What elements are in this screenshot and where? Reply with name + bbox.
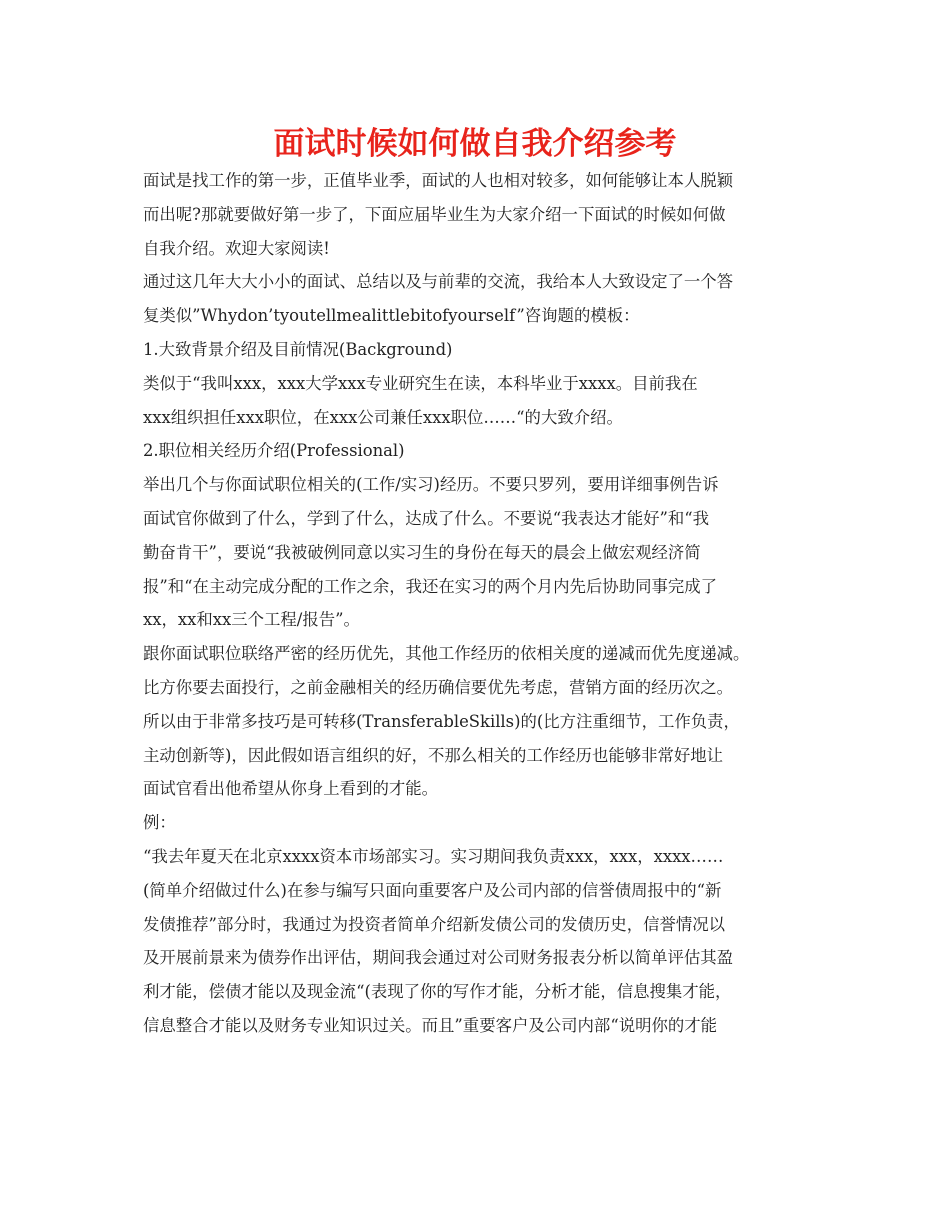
body-line: 信息整合才能以及财务专业知识过关。而且”重要客户及公司内部“说明你的才能	[143, 1015, 718, 1035]
body-line: 所以由于非常多技巧是可转移(TransferableSkills)的(比方注重细节，工作负责，	[143, 711, 740, 731]
body-line: 面试是找工作的第一步，正值毕业季，面试的人也相对较多，如何能够让本人脱颖	[143, 171, 734, 190]
body-line: 主动创新等)，因此假如语言组织的好，不那么相关的工作经历也能够非常好地让	[143, 745, 724, 765]
body-line: xx，xx和xx三个工程/报告”。	[143, 610, 360, 630]
body-line: 跟你面试职位联络严密的经历优先，其他工作经历的依相关度的递减而优先度递减。	[143, 644, 750, 664]
body-line: 面试官看出他希望从你身上看到的才能。	[143, 779, 439, 799]
document-title: 面试时候如何做自我介绍参考	[273, 126, 677, 162]
body-line: 1.大致背景介绍及目前情况(Background)	[143, 339, 453, 359]
body-line: 报”和“在主动完成分配的工作之余，我还在实习的两个月内先后协助同事完成了	[143, 576, 718, 596]
body-line: 比方你要去面投行，之前金融相关的经历确信要优先考虑，营销方面的经历次之。	[143, 677, 734, 697]
body-line: 例：	[143, 813, 176, 833]
body-line: 勤奋肯干”，要说“我被破例同意以实习生的身份在每天的晨会上做宏观经济简	[143, 542, 701, 562]
document-body	[143, 164, 829, 1043]
body-line: 举出几个与你面试职位相关的(工作/实习)经历。不要只罗列，要用详细事例告诉	[143, 475, 719, 495]
body-line: 发债推荐”部分时，我通过为投资者简单介绍新发债公司的发债历史，信誉情况以	[143, 914, 726, 934]
body-line: 利才能，偿债才能以及现金流“(表现了你的写作才能，分析才能，信息搜集才能，	[143, 982, 732, 1002]
body-line: 而出呢?那就要做好第一步了，下面应届毕业生为大家介绍一下面试的时候如何做	[143, 204, 726, 224]
body-line: 自我介绍。欢迎大家阅读!	[143, 238, 330, 258]
body-line: (简单介绍做过什么)在参与编写只面向重要客户及公司内部的信誉债周报中的“新	[143, 880, 722, 900]
body-line: 类似于“我叫xxx，xxx大学xxx专业研究生在读，本科毕业于xxxx。目前我在	[143, 373, 698, 393]
body-line: xxx组织担任xxx职位，在xxx公司兼任xxx职位……“的大致介绍。	[143, 407, 623, 427]
body-line: 通过这几年大大小小的面试、总结以及与前辈的交流，我给本人大致设定了一个答	[143, 272, 734, 292]
body-line: 复类似”Whydon’tyoutellmealittlebitofyourself”咨询题的模板：	[143, 306, 640, 326]
body-line: 面试官你做到了什么，学到了什么，达成了什么。不要说“我表达才能好”和“我	[143, 508, 710, 528]
body-line: 及开展前景来为债券作出评估，期间我会通过对公司财务报表分析以简单评估其盈	[143, 948, 734, 968]
body-line: 2.职位相关经历介绍(Professional)	[143, 441, 405, 461]
body-line: “我去年夏天在北京xxxx资本市场部实习。实习期间我负责xxx，xxx，xxxx……	[143, 846, 724, 866]
